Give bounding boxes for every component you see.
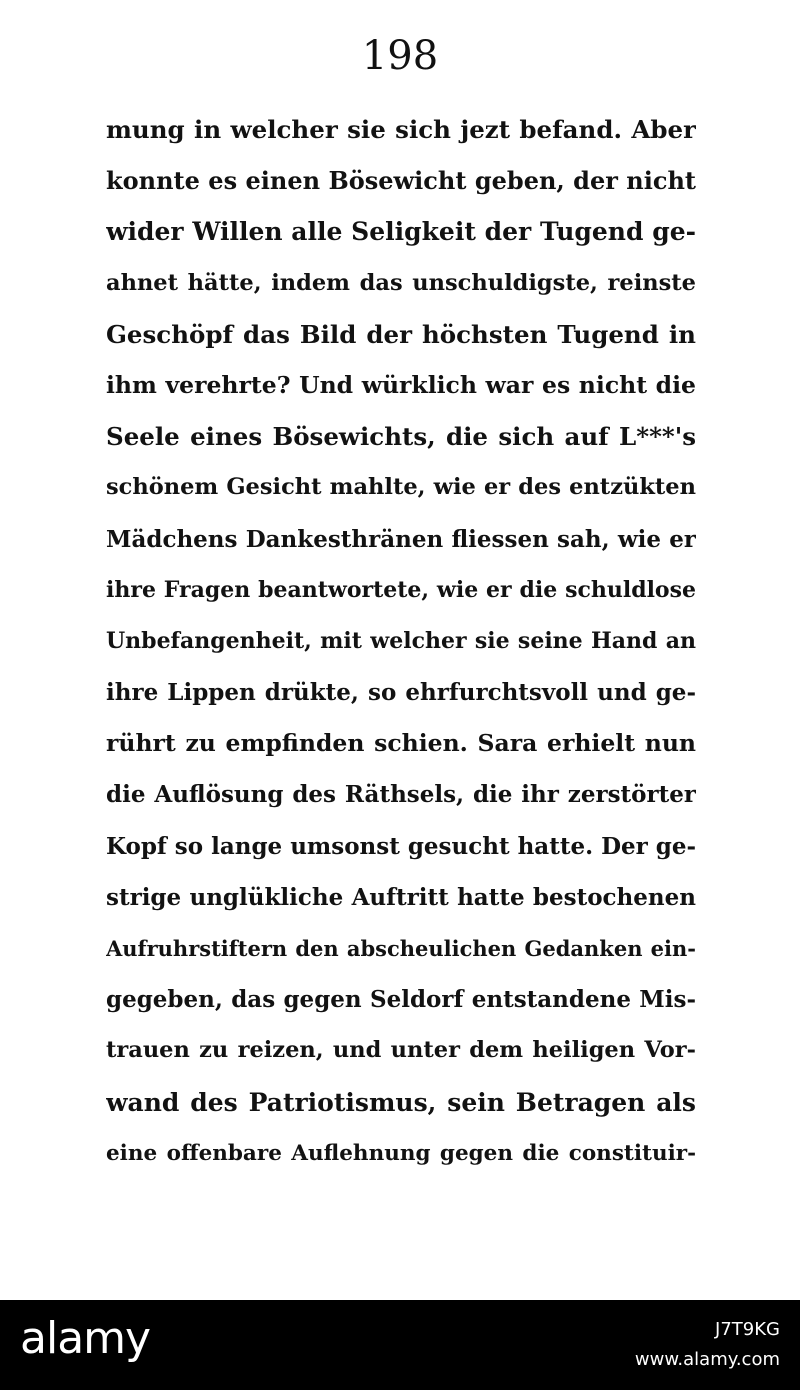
body-text: [106, 104, 696, 1179]
page-number: 198: [361, 33, 439, 79]
text-line: Geschöpf das Bild der höchsten Tugend in: [106, 319, 696, 349]
text-line: Aufruhrstiftern den abscheulichen Gedanken ein-: [106, 936, 696, 961]
site-url: www.alamy.com: [634, 1349, 780, 1370]
text-line: Kopf so lange umsonst gesucht hatte. Der ge-: [106, 832, 696, 860]
text-line: eine offenbare Auflehnung gegen die constituir-: [106, 1140, 696, 1166]
text-line: schönem Gesicht mahlte, wie er des entzükten: [106, 474, 696, 501]
text-line: ihm verehrte? Und würklich war es nicht die: [106, 370, 696, 399]
text-line: ihre Fragen beantwortete, wie er die schuldlose: [106, 576, 696, 603]
text-line: ihre Lippen drükte, so ehrfurchtsvoll und ge-: [106, 679, 696, 707]
text-line: strige unglükliche Auftritt hatte bestochenen: [106, 883, 696, 911]
text-line: Unbefangenheit, mit welcher sie seine Hand an: [106, 627, 696, 654]
watermark-footer: [0, 1300, 800, 1390]
text-line: mung in welcher sie sich jezt befand. Aber: [106, 115, 696, 144]
text-line: gegeben, das gegen Seldorf entstandene Mis-: [106, 986, 696, 1014]
text-line: trauen zu reizen, und unter dem heiligen Vor-: [106, 1037, 696, 1064]
text-line: Mädchens Dankesthränen fliessen sah, wie er: [106, 525, 696, 553]
text-line: konnte es einen Bösewicht geben, der nicht: [106, 166, 696, 196]
alamy-logo: alamy: [20, 1313, 151, 1364]
text-line: ahnet hätte, indem das unschuldigste, reinste: [106, 269, 696, 296]
text-line: die Auflösung des Räthsels, die ihr zerstörter: [106, 781, 696, 809]
text-line: Seele eines Bösewichts, die sich auf L***'s: [106, 422, 696, 452]
image-id: J7T9KG: [715, 1319, 780, 1340]
text-line: wider Willen alle Seligkeit der Tugend ge-: [106, 217, 696, 247]
text-line: wand des Patriotismus, sein Betragen als: [106, 1087, 696, 1117]
text-line: rührt zu empfinden schien. Sara erhielt nun: [106, 729, 696, 758]
